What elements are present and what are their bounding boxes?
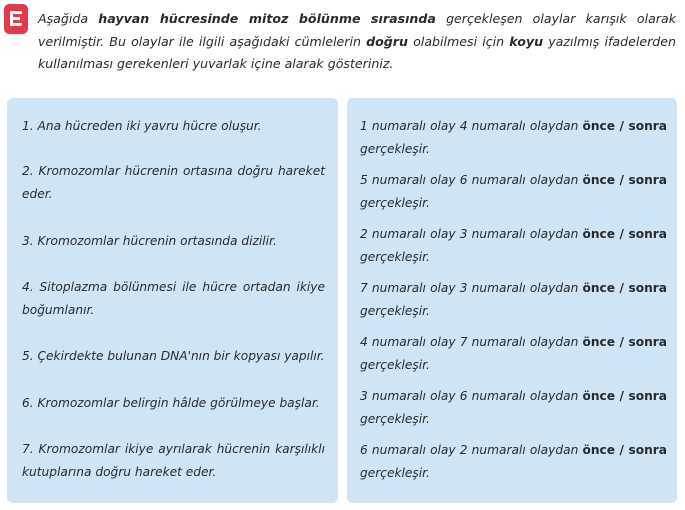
statement-item: [360, 115, 667, 161]
statement-item: [360, 331, 667, 377]
instructions-part: olabilmesi için: [407, 33, 510, 49]
statement-text: 4 numaralı olay 7 numaralı olaydan: [360, 335, 583, 349]
choice-options[interactable]: önce / sonra: [582, 335, 668, 349]
event-item: 5. Çekirdekte bulunan DNA'nın bir kopyası yapılır.: [22, 349, 325, 363]
statement-text: gerçekleşir.: [360, 196, 430, 210]
choice-options[interactable]: önce / sonra: [582, 389, 668, 403]
statement-text: 7 numaralı olay 3 numaralı olaydan: [360, 281, 583, 295]
statement-text: 5 numaralı olay 6 numaralı olaydan: [360, 173, 583, 187]
statement-item: [360, 385, 667, 431]
event-item: 4. Sitoplazma bölünmesi ile hücre ortadan ikiye boğumlanır.: [22, 280, 325, 317]
instructions-part: yazılmış ifadelerden kullanılması gerekenleri yuvarlak içine alarak gösteriniz.: [38, 33, 676, 71]
choice-options[interactable]: önce / sonra: [582, 173, 668, 187]
instructions-bold: koyu: [509, 33, 544, 49]
statement-text: gerçekleşir.: [360, 358, 430, 372]
section-badge-icon: [4, 4, 28, 34]
statement-text: gerçekleşir.: [360, 412, 430, 426]
instructions-text: [38, 8, 676, 76]
statement-text: gerçekleşir.: [360, 250, 430, 264]
event-item: 3. Kromozomlar hücrenin ortasında dizilir.: [22, 234, 277, 248]
statement-item: [360, 439, 667, 485]
statement-text: 6 numaralı olay 2 numaralı olaydan: [360, 443, 583, 457]
event-item: 2. Kromozomlar hücrenin ortasına doğru hareket eder.: [22, 164, 325, 201]
statements-panel: [347, 98, 677, 503]
event-item: 6. Kromozomlar belirgin hâlde görülmeye başlar.: [22, 396, 320, 410]
choice-options[interactable]: önce / sonra: [582, 443, 668, 457]
events-panel: [7, 98, 338, 503]
event-item: 7. Kromozomlar ikiye ayrılarak hücrenin karşılıklı kutuplarına doğru hareket eder.: [22, 442, 325, 479]
event-item: 1. Ana hücreden iki yavru hücre oluşur.: [22, 119, 262, 133]
statement-item: [360, 277, 667, 323]
statement-text: 3 numaralı olay 6 numaralı olaydan: [360, 389, 583, 403]
statement-text: gerçekleşir.: [360, 304, 430, 318]
statement-text: 2 numaralı olay 3 numaralı olaydan: [360, 227, 583, 241]
statement-item: [360, 169, 667, 215]
instructions-bold: doğru: [366, 33, 408, 49]
statement-text: gerçekleşir.: [360, 142, 430, 156]
choice-options[interactable]: önce / sonra: [582, 281, 668, 295]
choice-options[interactable]: önce / sonra: [582, 227, 668, 241]
statement-text: 1 numaralı olay 4 numaralı olaydan: [360, 119, 583, 133]
badge-bar-vertical: [10, 12, 13, 26]
choice-options[interactable]: önce / sonra: [582, 119, 668, 133]
instructions-bold: hayvan hücresinde mitoz bölünme sırasında: [98, 11, 436, 26]
instructions-part: Aşağıda: [38, 11, 99, 26]
statement-item: [360, 223, 667, 269]
instructions-part: gerçekleşen olaylar karışık olarak verilmiştir. Bu olaylar ile ilgili aşağıdaki cümlelerin: [38, 11, 676, 49]
statement-text: gerçekleşir.: [360, 466, 430, 480]
